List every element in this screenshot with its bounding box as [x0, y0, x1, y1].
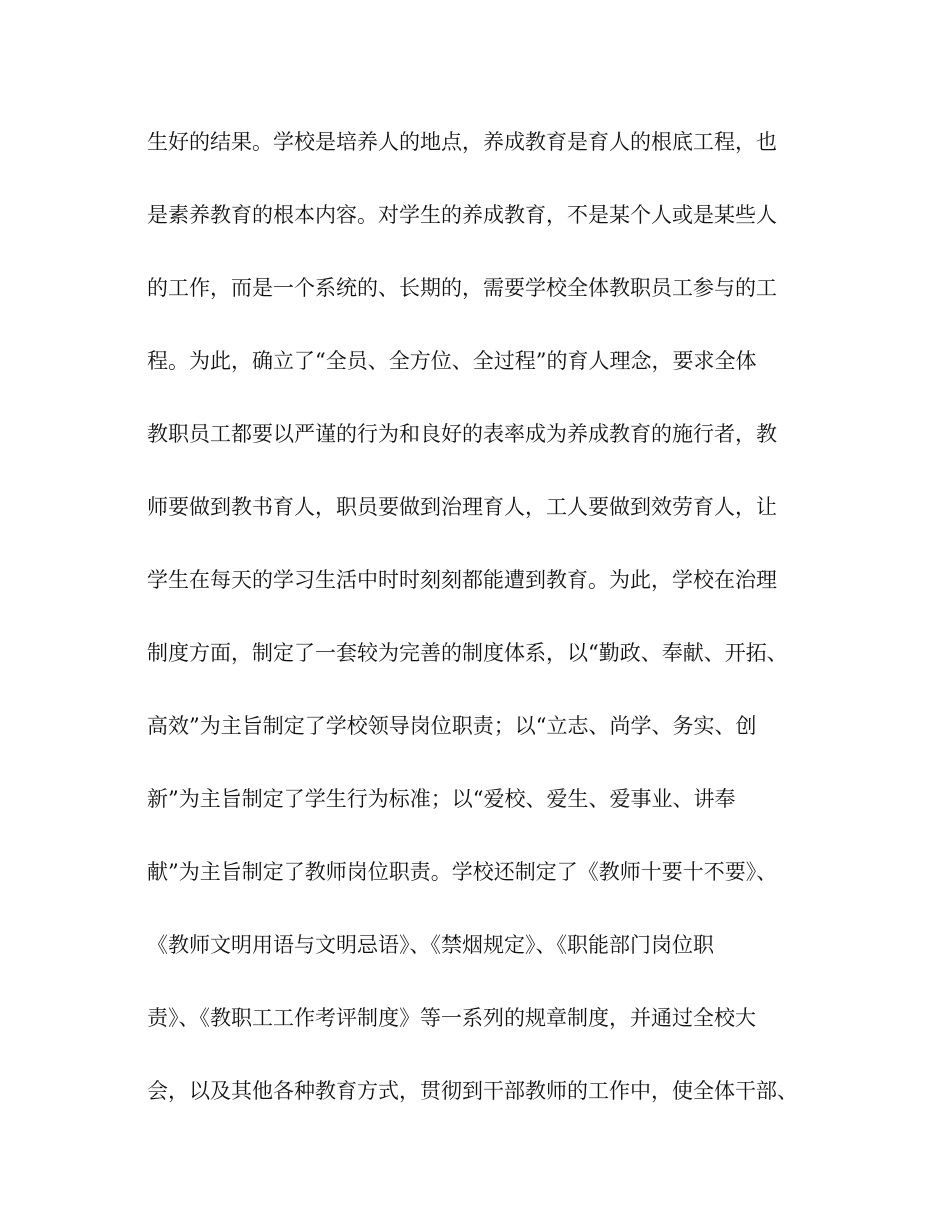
- text-line: 新”为主旨制定了学生行为标准；以“爱校、爱生、爱事业、讲奉: [147, 787, 736, 811]
- text-line: 会，以及其他各种教育方式，贯彻到干部教师的工作中，使全体干部、: [147, 1079, 798, 1103]
- text-line: 制度方面，制定了一套较为完善的制度体系，以“勤政、奉献、开拓、: [147, 641, 788, 665]
- text-line: 高效”为主旨制定了学校领导岗位职责；以“立志、尚学、务实、创: [147, 714, 757, 738]
- text-line: 教职员工都要以严谨的行为和良好的表率成为养成教育的施行者，教: [147, 422, 777, 446]
- text-line: 程。为此，确立了“全员、全方位、全过程”的育人理念，要求全体: [147, 349, 757, 373]
- text-line: 献”为主旨制定了教师岗位职责。学校还制定了《教师十要十不要》、: [147, 860, 778, 884]
- text-line: 生好的结果。学校是培养人的地点，养成教育是育人的根底工程，也: [147, 130, 777, 154]
- text-line: 师要做到教书育人，职员要做到治理育人，工人要做到效劳育人，让: [147, 495, 777, 519]
- text-line: 是素养教育的根本内容。对学生的养成教育，不是某个人或是某些人: [147, 203, 777, 227]
- text-line: 学生在每天的学习生活中时时刻刻都能遭到教育。为此，学校在治理: [147, 568, 777, 592]
- text-line: 《教师文明用语与文明忌语》、《禁烟规定》、《职能部门岗位职: [147, 933, 714, 957]
- body-text: [147, 127, 827, 1149]
- text-line: 的工作，而是一个系统的、长期的，需要学校全体教职员工参与的工: [147, 276, 777, 300]
- text-line: 责》、《教职工工作考评制度》等一系列的规章制度，并通过全校大: [147, 1006, 756, 1030]
